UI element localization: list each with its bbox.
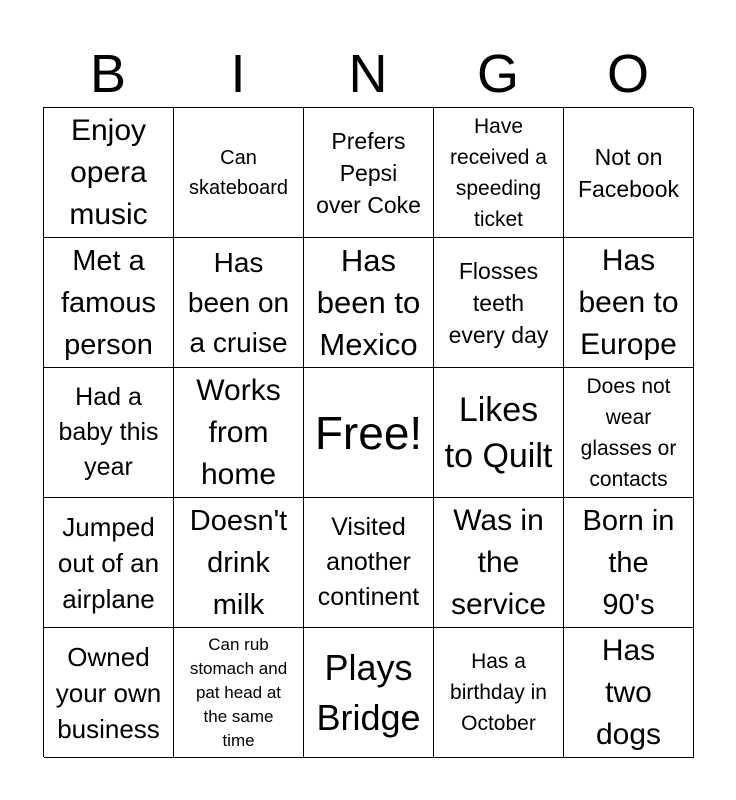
bingo-cell[interactable] — [434, 238, 564, 368]
cell-text: Was in the service — [450, 503, 547, 621]
cell-text: Owned your own business — [55, 641, 162, 744]
bingo-cell[interactable] — [564, 628, 694, 758]
cell-text: Not on Facebook — [577, 143, 679, 202]
cell-text: Plays Bridge — [316, 646, 421, 738]
bingo-cell[interactable] — [44, 628, 174, 758]
cell-text: Prefers Pepsi over Coke — [316, 127, 421, 218]
header-letter-n: N — [348, 44, 388, 104]
bingo-cell[interactable] — [44, 108, 174, 238]
cell-text: Does not wear glasses or contacts — [580, 374, 677, 491]
cell-text: Have received a speeding ticket — [450, 114, 547, 231]
cell-text: Had a baby this year — [58, 383, 159, 481]
cell-text: Likes to Quilt — [444, 390, 553, 475]
cell-text: Flosses teeth every day — [448, 257, 549, 348]
bingo-cell[interactable] — [564, 498, 694, 628]
cell-text: Enjoy opera music — [69, 113, 148, 231]
cell-text: Met a famous person — [60, 244, 157, 361]
header-letter-i: I — [230, 44, 246, 104]
bingo-cell[interactable] — [174, 108, 304, 238]
cell-text: Has two dogs — [595, 633, 662, 751]
bingo-cell[interactable] — [44, 238, 174, 368]
bingo-cell[interactable] — [174, 628, 304, 758]
free-space-cell[interactable] — [304, 368, 434, 498]
header-letter-g: G — [476, 44, 519, 104]
cell-text: Has been to Mexico — [316, 242, 421, 362]
header-letter-o: O — [606, 44, 649, 104]
bingo-grid — [43, 107, 693, 757]
bingo-cell[interactable] — [434, 628, 564, 758]
bingo-cell[interactable] — [304, 238, 434, 368]
bingo-cell[interactable] — [564, 238, 694, 368]
cell-text: Works from home — [196, 373, 281, 491]
cell-text: Born in the 90's — [582, 504, 675, 621]
bingo-cell[interactable] — [174, 368, 304, 498]
cell-text: Visited another continent — [317, 513, 420, 611]
bingo-cell[interactable] — [304, 108, 434, 238]
bingo-cell[interactable] — [564, 108, 694, 238]
cell-text: Can skateboard — [189, 146, 288, 199]
bingo-cell[interactable] — [304, 628, 434, 758]
bingo-cell[interactable] — [174, 238, 304, 368]
cell-text: Jumped out of an airplane — [57, 511, 160, 614]
bingo-header — [43, 40, 693, 108]
cell-text: Can rub stomach and pat head at the same time — [189, 634, 288, 750]
bingo-cell[interactable] — [434, 498, 564, 628]
bingo-cell[interactable] — [304, 498, 434, 628]
free-space-text: Free! — [314, 406, 423, 459]
header-letter-b: B — [89, 44, 127, 104]
bingo-cell[interactable] — [434, 108, 564, 238]
bingo-cell[interactable] — [44, 368, 174, 498]
bingo-cell[interactable] — [174, 498, 304, 628]
cell-text: Doesn't drink milk — [189, 504, 288, 621]
bingo-cell[interactable] — [564, 368, 694, 498]
bingo-cell[interactable] — [434, 368, 564, 498]
cell-text: Has been to Europe — [578, 243, 679, 361]
bingo-cell[interactable] — [44, 498, 174, 628]
cell-text: Has been on a cruise — [187, 246, 290, 358]
cell-text: Has a birthday in October — [450, 650, 547, 735]
